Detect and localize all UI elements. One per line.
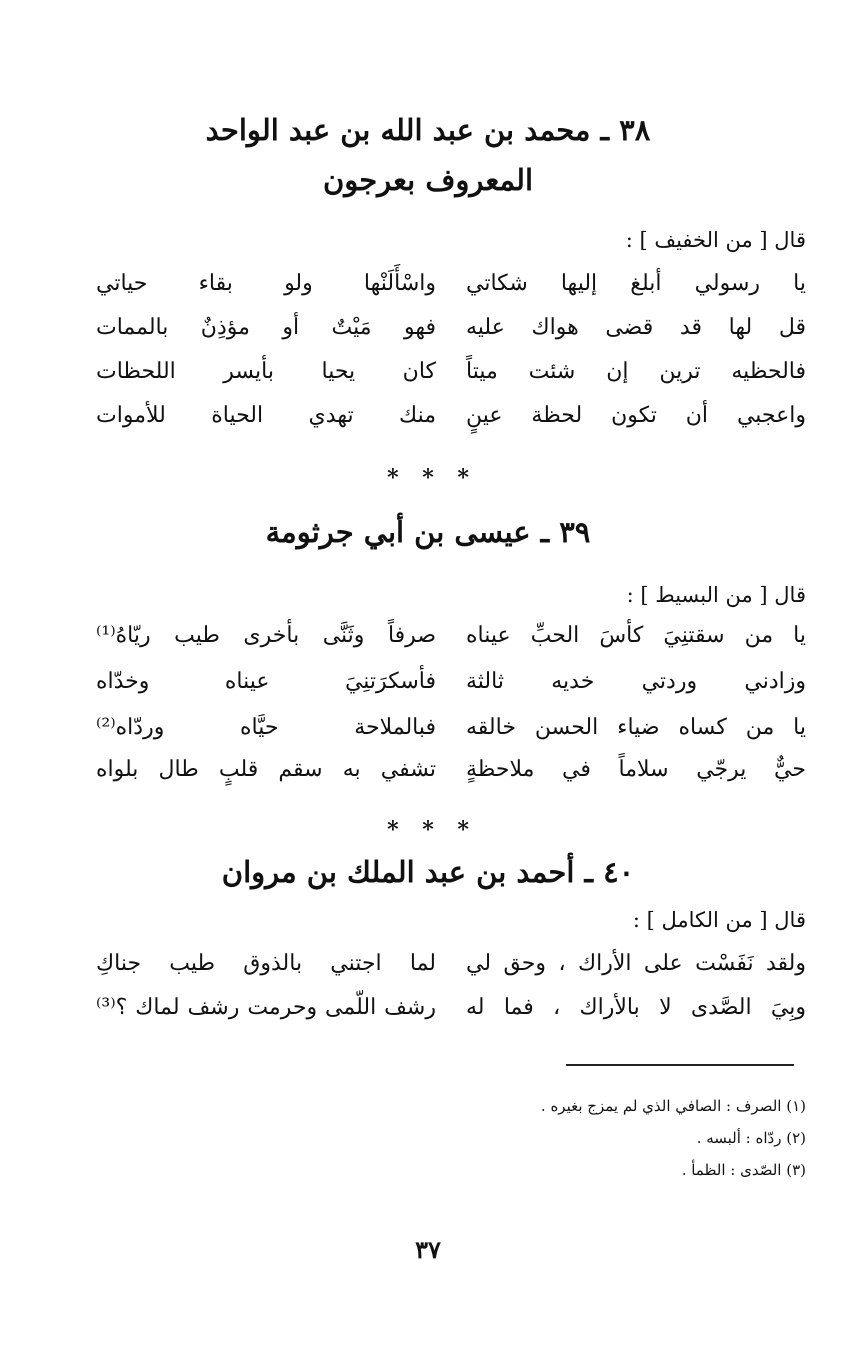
verse-38-4: [96, 394, 806, 438]
verse-38-1: [96, 262, 806, 306]
verse-38-2: [96, 306, 806, 350]
hemistich-first: حيٌّ يرجّي سلاماً في ملاحظةٍ: [466, 757, 806, 782]
section-40-meter: قال [ من الكامل ] :: [632, 908, 806, 932]
section-separator: * * *: [387, 465, 469, 491]
section-38-subtitle: المعروف بعرجون: [322, 163, 534, 197]
hemistich-first: واعجبي أن تكون لحظة عينٍ: [466, 403, 806, 428]
hemistich-second: فبالملاحة حيَّاه وردّاه⁽²⁾: [96, 715, 436, 740]
verse-39-2: [96, 660, 806, 704]
hemistich-second: كان يحيا بأيسر اللحظات: [96, 359, 436, 384]
footnote-rule: [566, 1064, 794, 1066]
section-38-title: ٣٨ ـ محمد بن عبد الله بن عبد الواحد: [205, 113, 651, 147]
verse-40-2: [96, 986, 806, 1030]
hemistich-second: لما اجتني بالذوق طيب جناكِ: [96, 951, 436, 976]
section-40-title: ٤٠ ـ أحمد بن عبد الملك بن مروان: [221, 855, 635, 889]
section-39-title: ٣٩ ـ عيسى بن أبي جرثومة: [265, 515, 591, 549]
section-separator: * * *: [387, 817, 469, 843]
footnote-3: (٣) الصّدى : الظمأ .: [681, 1161, 806, 1179]
hemistich-first: قل لها قد قضى هواك عليه: [466, 315, 806, 340]
hemistich-first: وبِيَ الصَّدى لا بالأراك ، فما له: [466, 995, 806, 1020]
hemistich-second: واسْأَلَنْها ولو بقاء حياتي: [96, 271, 436, 296]
hemistich-second: تشفي به سقم قلبٍ طال بلواه: [96, 757, 436, 782]
footnote-2: (٢) ردّاه : ألبسه .: [696, 1129, 806, 1147]
verse-38-3: [96, 350, 806, 394]
hemistich-first: يا من سقتنِيَ كأسَ الحبِّ عيناه: [466, 623, 806, 648]
verse-39-3: [96, 706, 806, 750]
hemistich-second: فهو مَيْتٌ أو مؤذِنٌ بالممات: [96, 315, 436, 340]
verse-40-1: [96, 942, 806, 986]
section-38-meter: قال [ من الخفيف ] :: [625, 228, 806, 252]
verse-39-1: [96, 614, 806, 658]
page-number: ٣٧: [415, 1235, 441, 1264]
section-39-meter: قال [ من البسيط ] :: [626, 583, 806, 607]
hemistich-first: يا من كساه ضياء الحسن خالقه: [466, 715, 806, 740]
hemistich-first: يا رسولي أبلغ إليها شكاتي: [466, 271, 806, 296]
hemistich-second: صرفاً وثَنَّى بأخرى طيب ريّاهُ⁽¹⁾: [96, 623, 436, 648]
hemistich-first: ولقد نَفَسْت على الأراك ، وحق لي: [466, 951, 806, 976]
hemistich-second: فأسكرَتنِيَ عيناه وخدّاه: [96, 669, 436, 694]
verse-39-4: [96, 748, 806, 792]
hemistich-second: منك تهدي الحياة للأموات: [96, 403, 436, 428]
footnote-1: (١) الصرف : الصافي الذي لم يمزج بغيره .: [540, 1097, 806, 1115]
hemistich-first: فالحظيه ترين إن شئت ميتاً: [466, 359, 806, 384]
hemistich-first: وزادني وردتي خديه ثالثة: [466, 669, 806, 694]
hemistich-second: رشف اللّمى وحرمت رشف لماك ؟⁽³⁾: [96, 995, 436, 1020]
